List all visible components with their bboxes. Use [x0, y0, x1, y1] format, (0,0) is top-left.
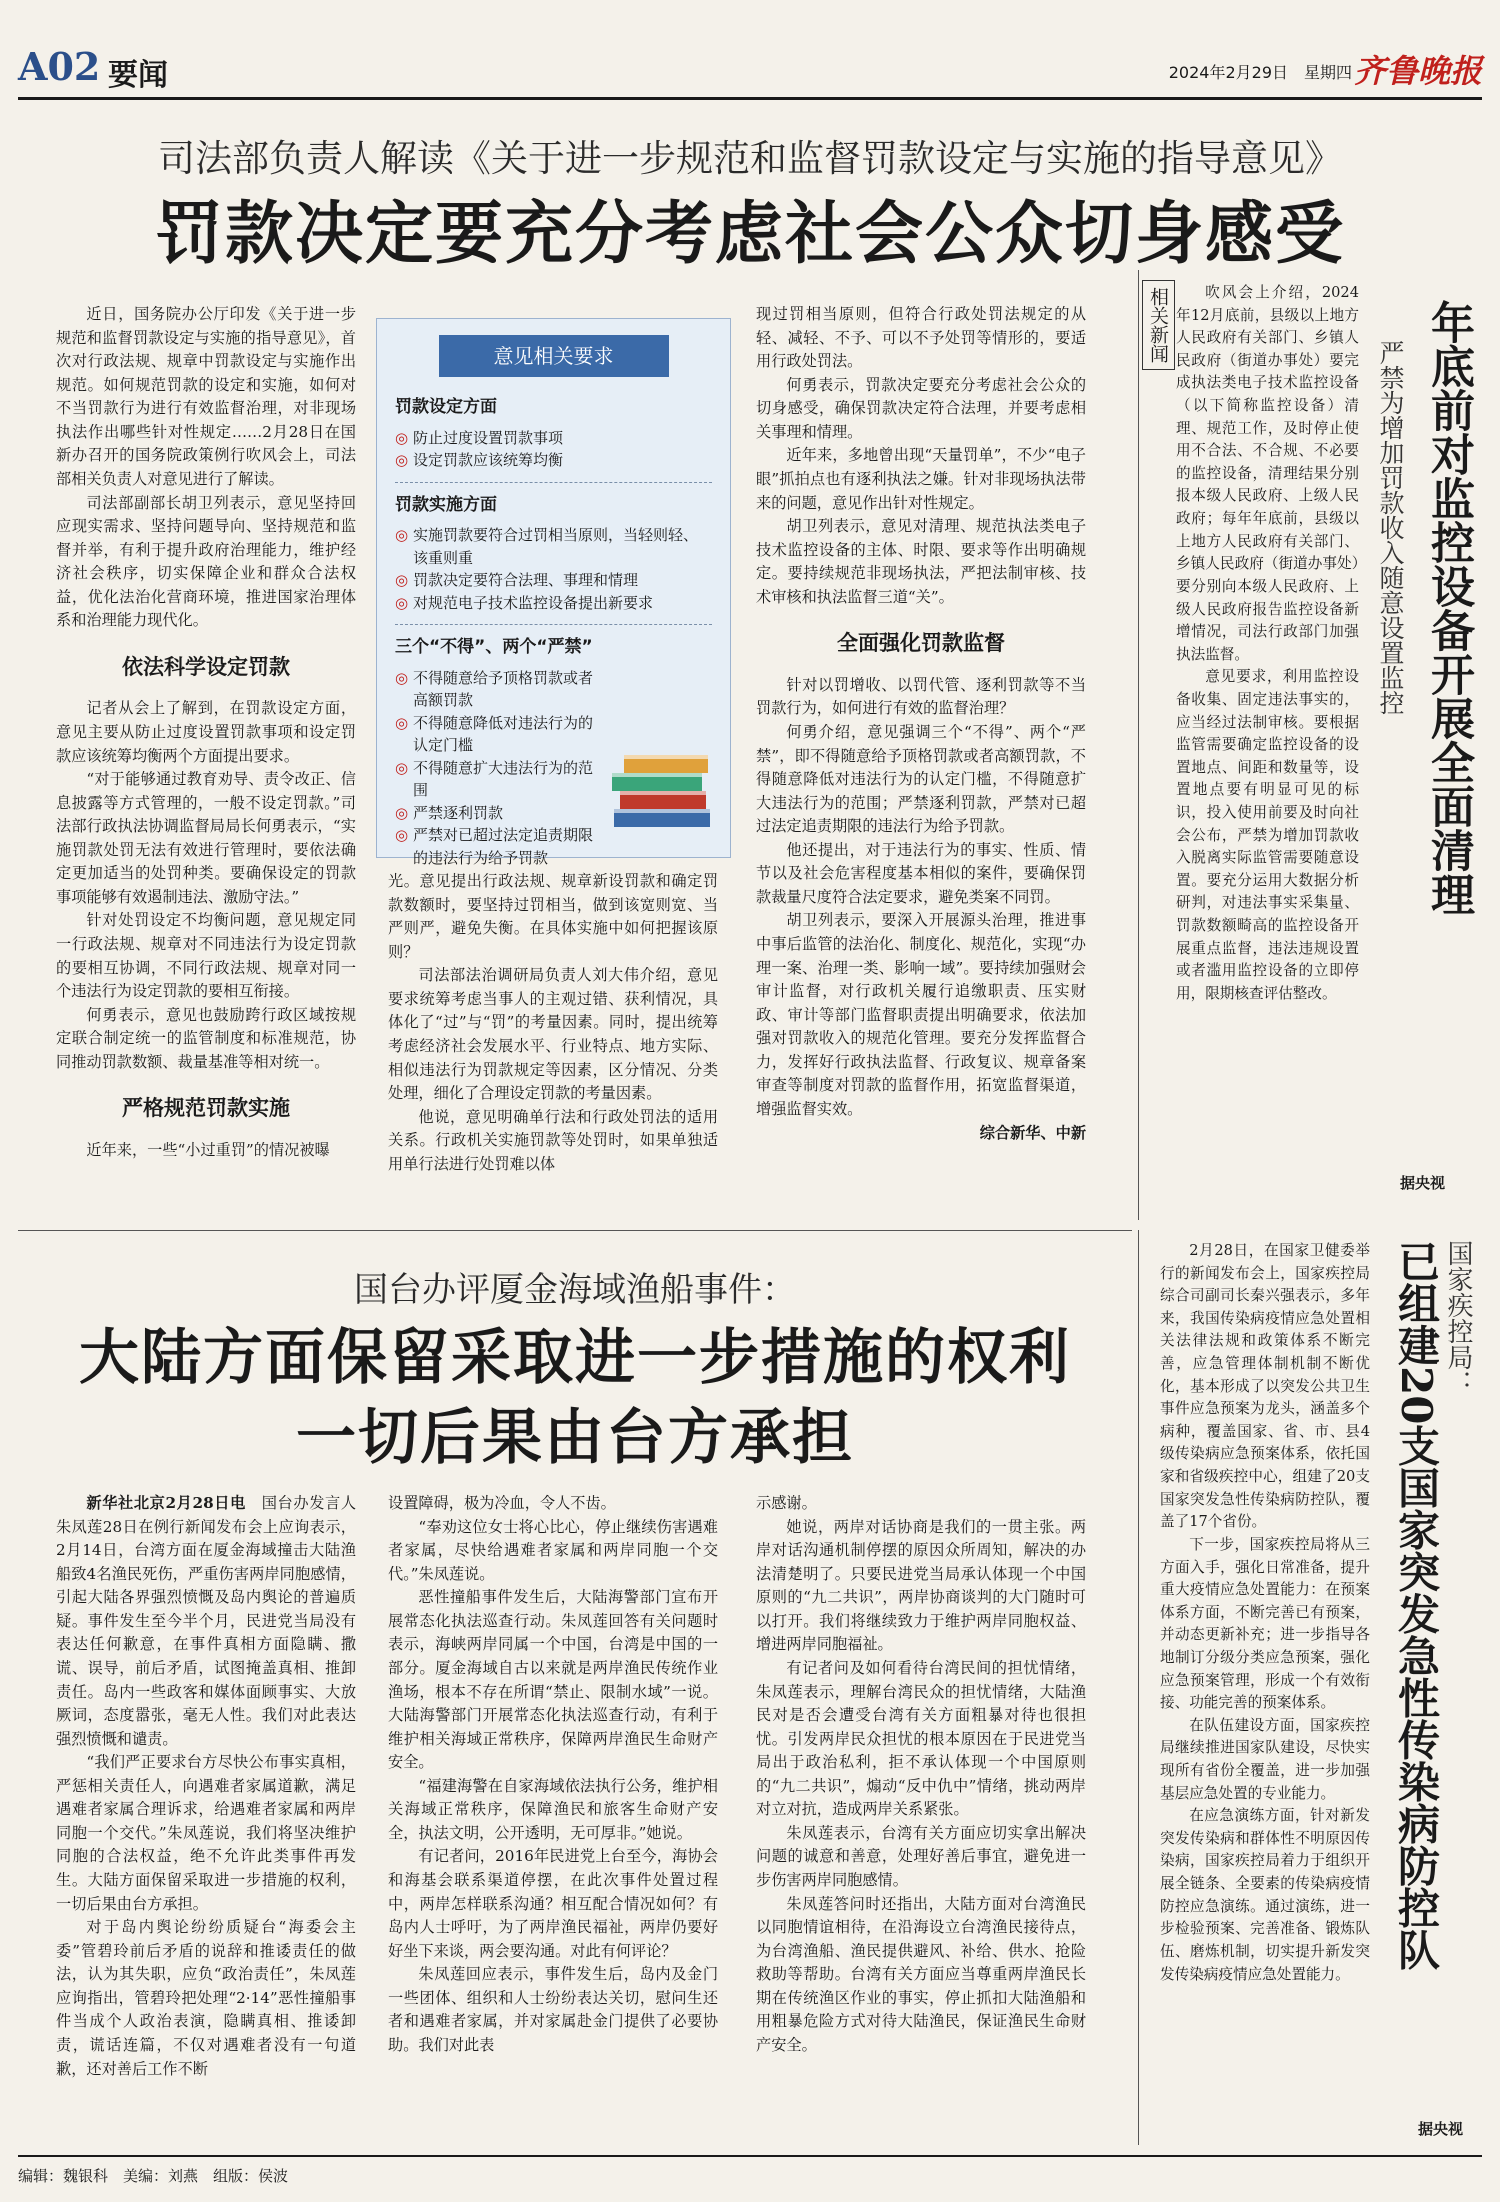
side1-headline: 年底前对监控设备开展全面清理: [1423, 300, 1474, 916]
infobox-item: ◎ 罚款决定要符合法理、事理和情理: [395, 569, 712, 592]
side2-label: 国家疾控局：: [1443, 1240, 1473, 1396]
paragraph: 胡卫列表示，要深入开展源头治理，推进事中事后监管的法治化、制度化、规范化，实现“办理一案、治理一类、影响一域”。要持续加强财会审计监督，对行政机关履行追缴职责、压实财政、审计等部门监督职责提出明确要求，依法加强对罚款收入的规范化管理。要充分发挥监督合力，发挥好行政执法监督、行政复议、规章备案审查等制度对罚款的监督作用，拓宽监督渠道，增强监督实效。: [756, 911, 1086, 1118]
infobox-item: ◎ 设定罚款应该统筹均衡: [395, 449, 712, 472]
story2-kicker: 国台办评厦金海域渔船事件：: [354, 1270, 796, 1310]
paragraph: 近年来，多地曾出现“天量罚单”，不少“电子眼”抓拍点也有逐利执法之嫌。针对非现场执法带来的问题，意见作出针对性规定。: [756, 446, 1086, 512]
paragraph: 光。意见提出行政法规、规章新设罚款和确定罚款数额时，要坚持过罚相当，做到该宽则宽、当严则严，避免失衡。在具体实施中如何把握该原则？: [388, 872, 718, 961]
infobox-item: ◎ 对规范电子技术监控设备提出新要求: [395, 592, 712, 615]
paragraph: 胡卫列表示，意见对清理、规范执法类电子技术监控设备的主体、时限、要求等作出明确规定。要持续规范非现场执法，严把法制审核、技术审核和执法监督三道“关”。: [756, 517, 1086, 606]
paragraph: 她说，两岸对话协商是我们的一贯主张。两岸对话沟通机制停摆的原因众所周知，解决的办法清楚明了。只要民进党当局承认体现一个中国原则的“九二共识”，两岸协商谈判的大门随时可以打开。我们将继续致力于维护两岸同胞权益、增进两岸同胞福祉。: [756, 1517, 1086, 1654]
paragraph: 近年来，一些“小过重罚”的情况被曝: [86, 1140, 330, 1159]
paragraph: 恶性撞船事件发生后，大陆海警部门宣布开展常态化执法巡查行动。朱凤莲回答有关问题时表示，海峡两岸同属一个中国，台湾是中国的一部分。厦金海域自古以来就是两岸渔民传统作业渔场，根本不存在所谓“禁止、限制水域”一说。大陆海警部门开展常态化执法巡查行动，有利于维护相关海域正常秩序，保障两岸渔民生命财产安全。: [388, 1588, 718, 1772]
paragraph: 朱凤莲表示，台湾有关方面应切实拿出解决问题的诚意和善意，处理好善后事宜，避免进一步伤害两岸同胞感情。: [756, 1823, 1086, 1889]
paragraph: 2月28日，在国家卫健委举行的新闻发布会上，国家疾控局综合司副司长秦兴强表示，多年来，我国传染病疫情应急处置相关法律法规和政策体系不断完善，应急管理体制机制不断优化，基本形成了以突发公共卫生事件应急预案为龙头，涵盖多个病种，覆盖国家、省、市、县4级传染病应急预案体系，依托国家和省级疾控中心，组建了20支国家突发急性传染病防控队，覆盖了17个省份。: [1160, 1242, 1370, 1531]
paragraph: 现过罚相当原则，但符合行政处罚法规定的从轻、减轻、不予、可以不予处罚等情形的，要适用行政处罚法。: [756, 305, 1086, 371]
paragraph: “奉劝这位女士将心比心，停止继续伤害遇难者家属，尽快给遇难者家属和两岸同胞一个交代。”朱凤莲说。: [388, 1517, 718, 1583]
paragraph: “对于能够通过教育劝导、责令改正、信息披露等方式管理的，一般不设定罚款。”司法部行政执法协调监督局局长何勇表示，“实施罚款处罚无法有效进行管理时，要依法确定更加适当的处罚种类。要确保设定的罚款事项能够有效遏制违法、激励守法。”: [56, 770, 356, 906]
story1-column-1: [56, 303, 356, 1218]
paragraph: 有记者问及如何看待台湾民间的担忧情绪，朱凤莲表示，理解台湾民众的担忧情绪，大陆渔民对是否会遭受台湾有关方面粗暴对待也很担忧。引发两岸民众担忧的根本原因在于民进党当局出于政治私利，拒不承认体现一个中国原则的“九二共识”，煽动“反中仇中”情绪，挑动两岸对立对抗，造成两岸关系紧张。: [756, 1658, 1086, 1819]
sidebar-divider: [1138, 1230, 1139, 2145]
side2-byline: 据央视: [1418, 2120, 1464, 2138]
infobox-item: ◎ 实施罚款要符合过罚相当原则，当轻则轻、该重则重: [395, 524, 712, 569]
page-footer: [18, 2155, 1482, 2186]
paragraph: 朱凤莲答问时还指出，大陆方面对台湾渔民以同胞情谊相待，在沿海设立台湾渔民接待点，为台湾渔船、渔民提供避风、补给、供水、抢险救助等帮助。台湾有关方面应当尊重两岸渔民长期在传统渔区作业的事实，停止抓扣大陆渔船和用粗暴危险方式对待大陆渔民，保证渔民生命财产安全。: [756, 1894, 1086, 2054]
paragraph: [56, 1492, 356, 1751]
paragraph: 有记者问，2016年民进党上台至今，海协会和海基会联系渠道停摆，在此次事件处置过程中，两岸怎样联系沟通？相互配合情况如何？有岛内人士呼吁，为了两岸渔民福祉，两岸仍要好好坐下来谈，两会要沟通。对此有何评论？: [388, 1847, 718, 1960]
story1-subheading-2: 严格规范罚款实施: [122, 1096, 290, 1121]
requirements-infobox: [376, 318, 731, 867]
infobox-divider: [395, 624, 712, 625]
story1-subheading-3: 全面强化罚款监督: [837, 631, 1005, 656]
infobox-group-heading: 罚款设定方面: [395, 397, 497, 417]
paragraph: 针对以罚增收、以罚代管、逐利罚款等不当罚款行为，如何进行有效的监督治理？: [756, 675, 1086, 718]
infobox-item: ◎ 不得随意扩大违法行为的范围: [395, 757, 605, 802]
story1-kicker: 司法部负责人解读《关于进一步规范和监督罚款设定与实施的指导意见》: [158, 137, 1342, 180]
issue-date: 2024年2月29日 星期四: [1168, 63, 1352, 82]
story2-dateline: 新华社北京2月28日电: [86, 1494, 246, 1512]
sidebar-divider: [1138, 270, 1139, 1220]
page-number: A02: [18, 44, 101, 89]
paragraph: 在队伍建设方面，国家疾控局继续推进国家队建设，尽快实现所有省份全覆盖，进一步加强基层应急处置的专业能力。: [1160, 1716, 1370, 1802]
paragraph: 针对处罚设定不均衡问题，意见规定同一行政法规、规章对不同违法行为设定罚款的要相互协调，不同行政法规、规章对同一个违法行为设定罚款的要相互衔接。: [56, 911, 356, 1001]
side2-headline: 已组建20支国家突发急性传染病防控队: [1392, 1240, 1441, 1971]
side2-body: [1160, 1240, 1370, 2135]
infobox-divider: [395, 482, 712, 483]
story2-headline-line2: 一切后果由台方承担: [296, 1403, 854, 1473]
infobox-item: ◎ 不得随意降低对违法行为的认定门槛: [395, 712, 605, 757]
story1-column-2: [388, 870, 718, 1218]
story2-headline-line1: 大陆方面保留采取进一步措施的权利: [79, 1323, 1071, 1393]
paragraph-text: 国台办发言人朱凤莲28日在例行新闻发布会上应询表示，2月14日，台湾方面在厦金海域撞击大陆渔船致4名渔民死伤，严重伤害两岸同胞感情，引起大陆各界强烈愤慨及岛内舆论的普遍质疑。事件发生至今半个月，民进党当局没有表达任何歉意，在事件真相方面隐瞒、撒谎、误导，前后矛盾，试图掩盖真相、推卸责任。岛内一些政客和媒体面顾事实、大放厥词，态度嚣张，毫无人性。我们对此表达强烈愤慨和谴责。: [56, 1494, 356, 1748]
paragraph: 何勇介绍，意见强调三个“不得”、两个“严禁”，即不得随意给予顶格罚款或者高额罚款，不得随意降低对违法行为的认定门槛，不得随意扩大违法行为的范围；严禁逐利罚款，严禁对已超过法定追责期限的违法行为给予罚款。: [756, 722, 1086, 836]
infobox-group-heading: 罚款实施方面: [395, 494, 497, 515]
paragraph: 对于岛内舆论纷纷质疑台“海委会主委”管碧玲前后矛盾的说辞和推诿责任的做法，认为其失职，应负“政治责任”，朱凤莲应询指出，管碧玲把处理“2·14”恶性撞船事件当成个人政治表演，隐瞒真相、推诿卸责，谎话连篇，不仅对遇难者没有一句道歉，还对善后工作不断: [56, 1918, 356, 2078]
paragraph: 意见要求，利用监控设备收集、固定违法事实的，应当经过法制审核。要根据监管需要确定监控设备的设置地点、间距和数量等，设置地点要有明显可见的标识，投入使用前要及时向社会公布，严禁为增加罚款收入脱离实际监管需要随意设置。要充分运用大数据分析研判，对违法事实采集量、罚款数额畸高的监控设备开展重点监督，违法违规设置或者滥用监控设备的立即停用，限期核查评估整改。: [1176, 668, 1359, 1002]
story1-headline: 罚款决定要充分考虑社会公众切身感受: [154, 194, 1345, 274]
infobox-title: 意见相关要求: [439, 335, 669, 377]
infobox-item: ◎ 防止过度设置罚款事项: [395, 427, 712, 450]
paragraph: 设置障碍，极为冷血，令人不齿。: [388, 1494, 616, 1512]
side1-body: [1176, 282, 1359, 1142]
story2-column-2: [388, 1492, 718, 2137]
paragraph: 示感谢。: [756, 1494, 817, 1512]
paragraph: 朱凤莲回应表示，事件发生后，岛内及金门一些团体、组织和人士纷纷表达关切，慰问生还者和遇难者家属，并对家属赴金门提供了必要协助。我们对此表: [388, 1965, 718, 2054]
paragraph: 司法部副部长胡卫列表示，意见坚持回应现实需求、坚持问题导向、坚持规范和监督并举，有利于提升政府治理能力，维护经济社会秩序，切实保障企业和群众合法权益，优化法治化营商环境，推进国家治理体系和治理能力现代化。: [56, 493, 356, 630]
page-header: [18, 40, 1482, 100]
side1-byline: 据央视: [1400, 1174, 1446, 1192]
paragraph: 下一步，国家疾控局将从三方面入手，强化日常准备，提升重大疫情应急处置能力：在预案体系方面，不断完善已有预案，并动态更新补充；进一步指导各地制订分级分类应急预案，强化应急预案管理，形成一个有效衔接、功能完善的预案体系。: [1160, 1535, 1370, 1712]
paragraph: 他说，意见明确单行法和行政处罚法的适用关系。行政机关实施罚款等处罚时，如果单独适用单行法进行处罚难以体: [388, 1107, 718, 1173]
section-name: 要闻: [108, 58, 168, 93]
infobox-item: ◎ 不得随意给予顶格罚款或者高额罚款: [395, 667, 605, 712]
related-news-label: 相关新闻: [1142, 280, 1175, 370]
paragraph: 吹风会上介绍，2024年12月底前，县级以上地方人民政府有关部门、乡镇人民政府（街道办事处）要完成执法类电子技术监控设备（以下简称监控设备）清理、规范工作，及时停止使用不合法、不合规、不必要的监控设备，清理结果分别报本级人民政府、上级人民政府；每年年底前，县级以上地方人民政府有关部门、乡镇人民政府（街道办事处）要分别向本级人民政府、上级人民政府报告监控设备新增情况，司法行政部门加强执法监督。: [1176, 284, 1359, 663]
side1-subheadline: 严禁为增加罚款收入随意设置监控: [1376, 340, 1405, 715]
story1-column-3: [756, 303, 1086, 1218]
infobox-item: ◎ 严禁逐利罚款: [395, 802, 605, 825]
paragraph: 他还提出，对于违法行为的事实、性质、情节以及社会危害程度基本相似的案件，要确保罚款裁量尺度符合法定要求，避免类案不同罚。: [756, 840, 1086, 906]
paragraph: 司法部法治调研局负责人刘大伟介绍，意见要求统筹考虑当事人的主观过错、获利情况，具体化了“过”与“罚”的考量因素。同时，提出统筹考虑经济社会发展水平、行业特点、地方实际、相似违法行为罚款规定等因素，区分情况、分类处理，细化了合理设定罚款的考量因素。: [388, 966, 718, 1103]
newspaper-logo: 齐鲁晚报: [1353, 52, 1482, 90]
infobox-item: ◎ 严禁对已超过法定追责期限的违法行为给予罚款: [395, 824, 605, 869]
paragraph: 近日，国务院办公厅印发《关于进一步规范和监督罚款设定与实施的指导意见》，首次对行政法规、规章中罚款设定与实施作出规范。如何规范罚款的设定和实施，如何对不当罚款行为进行有效监督治理，对非现场执法作出哪些针对性规定……2月28日在国新办召开的国务院政策例行吹风会上，司法部相关负责人对意见进行了解读。: [56, 305, 356, 488]
paragraph: 何勇表示，意见也鼓励跨行政区域按规定联合制定统一的监管制度和标准规范，协同推动罚款数额、裁量基准等相对统一。: [56, 1005, 356, 1071]
infobox-group-heading: 三个“不得”、两个“严禁”: [395, 637, 593, 657]
story2-column-1: [56, 1492, 356, 2137]
paragraph: 在应急演练方面，针对新发突发传染病和群体性不明原因传染病，国家疾控局着力于组织开展全链条、全要素的传染病疫情防控应急演练。通过演练，进一步检验预案、完善准备、锻炼队伍、磨炼机制，切实提升新发突发传染病疫情应急处置能力。: [1160, 1807, 1370, 1983]
books-illustration: [608, 747, 716, 833]
paragraph: “福建海警在自家海域依法执行公务，维护相关海域正常秩序，保障渔民和旅客生命财产安全，执法文明，公开透明，无可厚非。”她说。: [388, 1776, 718, 1842]
story-divider: [18, 1230, 1132, 1231]
paragraph: 何勇表示，罚款决定要充分考虑社会公众的切身感受，确保罚款决定符合法理，并要考虑相关事理和情理。: [756, 375, 1086, 441]
paragraph: “我们严正要求台方尽快公布事实真相，严惩相关责任人，向遇难者家属道歉，满足遇难者家属合理诉求，给遇难者家属和两岸同胞一个交代。”朱凤莲说，我们将坚决维护同胞的合法权益，绝不允许此类事件再发生。大陆方面保留采取进一步措施的权利，一切后果由台方承担。: [56, 1753, 356, 1913]
story1-byline: 综合新华、中新: [979, 1123, 1086, 1142]
story1-subheading-1: 依法科学设定罚款: [122, 654, 290, 679]
editor-credits: 编辑：魏银科 美编：刘燕 组版：侯波: [18, 2167, 289, 2185]
story2-column-3: [756, 1492, 1086, 2137]
paragraph: 记者从会上了解到，在罚款设定方面，意见主要从防止过度设置罚款事项和设定罚款应该统筹均衡两个方面提出要求。: [56, 699, 356, 765]
